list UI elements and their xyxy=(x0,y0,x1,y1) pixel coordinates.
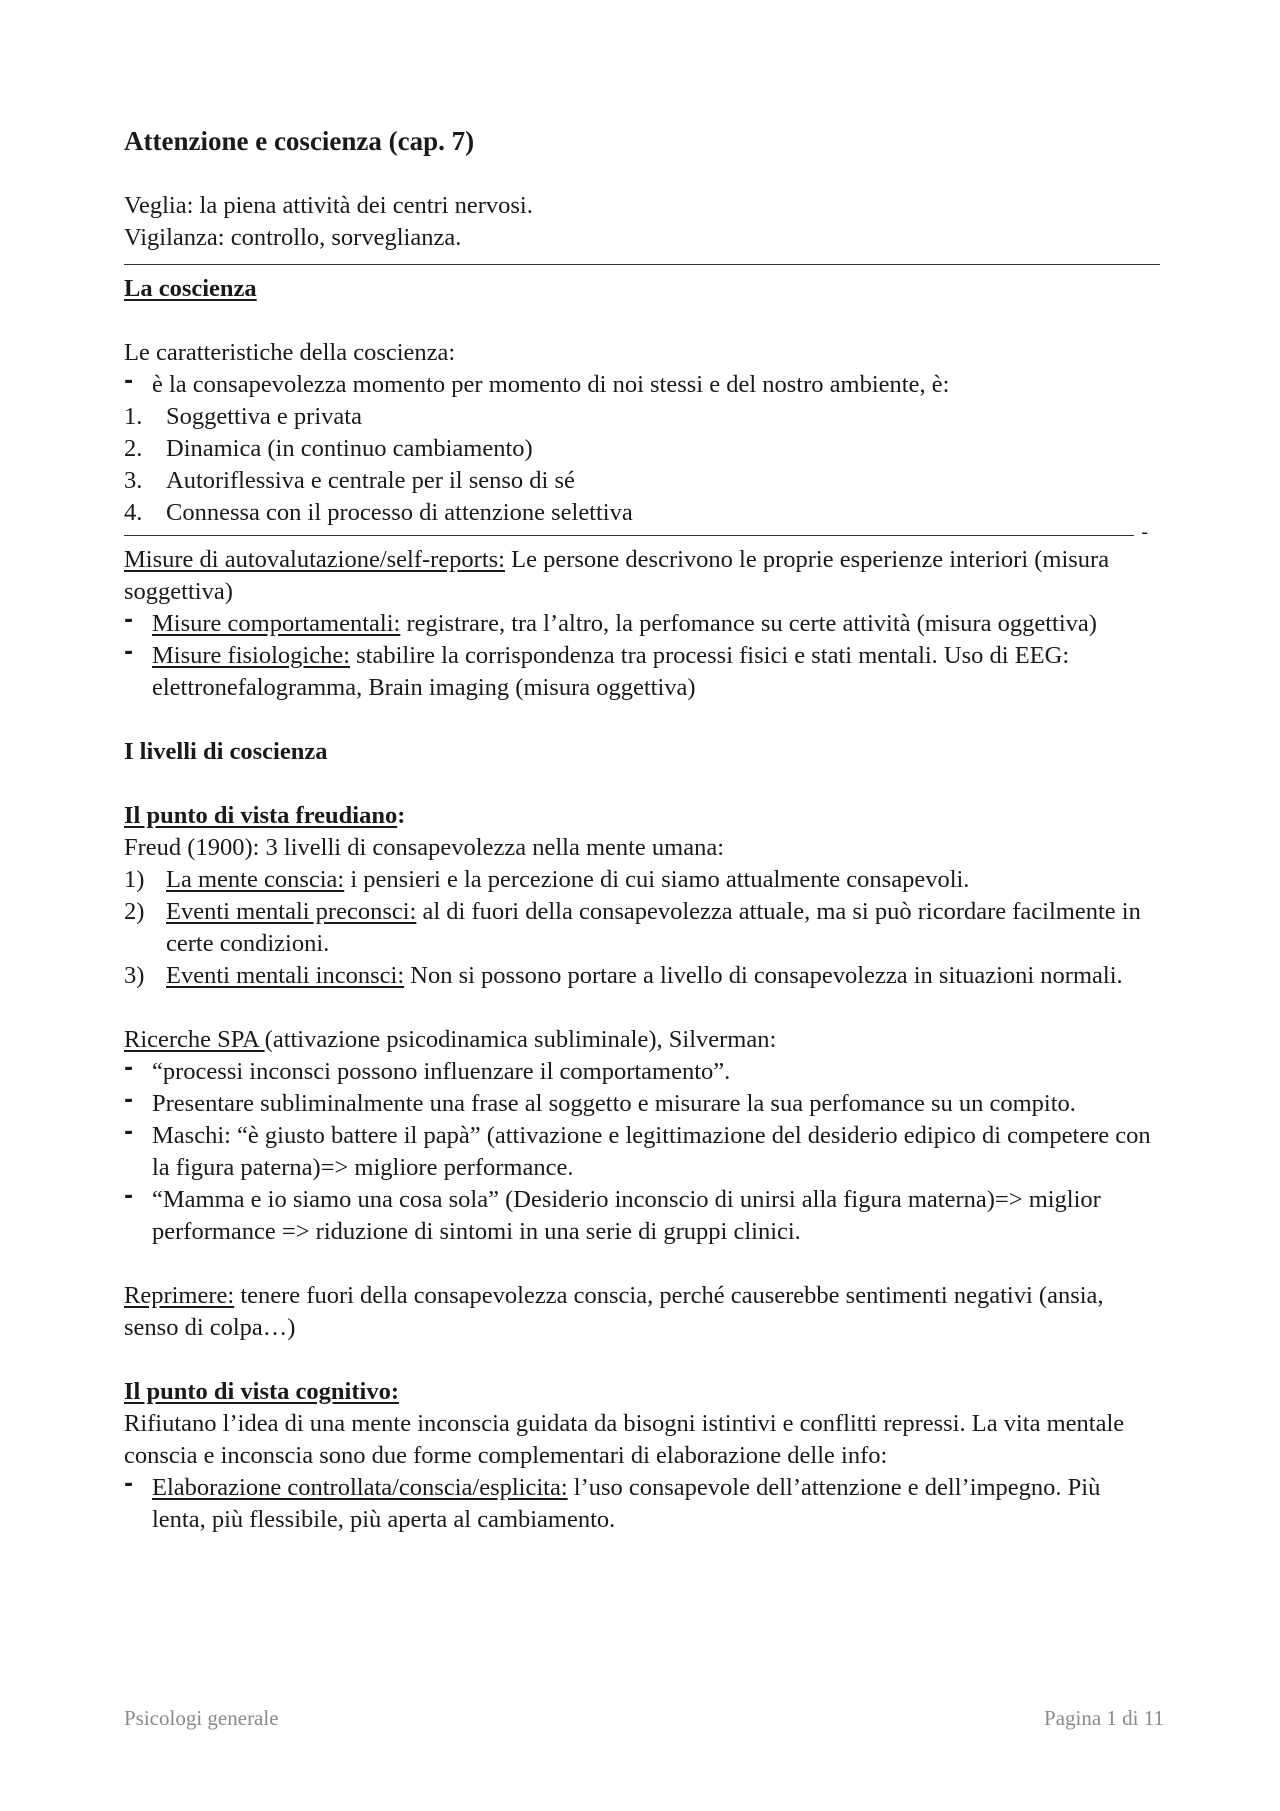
list-item-text: al di fuori della consapevolezza attuale, ma si può ricordare facilmente in certe condizioni. xyxy=(166,898,1141,957)
list-item: - Maschi: “è giusto battere il papà” (attivazione e legittimazione del desiderio edipico di competere con la figura paterna)=> migliore performance. xyxy=(124,1120,1160,1184)
list-item-text: i pensieri e la percezione di cui siamo attualmente consapevoli. xyxy=(344,866,970,893)
list-number: 3. xyxy=(124,467,143,494)
spacer xyxy=(124,305,1160,337)
footer-page-number: Pagina 1 di 11 xyxy=(1044,1706,1164,1730)
list-item xyxy=(124,608,1160,640)
spacer xyxy=(124,768,1160,800)
caratteristiche-intro: Le caratteristiche della coscienza: xyxy=(124,339,456,366)
list-number: 4. xyxy=(124,499,143,526)
document-title: Attenzione e coscienza (cap. 7) xyxy=(124,126,475,156)
list-item xyxy=(124,640,1160,704)
list-item xyxy=(124,960,1160,992)
spacer xyxy=(124,1344,1160,1376)
list-item-text: stabilire la corrispondenza tra processi fisici e stati mentali. Uso di EEG: elettronefalogramma, Brain imaging (misura oggettiva) xyxy=(152,642,1070,701)
intro-line-vigilanza: Vigilanza: controllo, sorveglianza. xyxy=(124,224,462,251)
subheading-text: Il punto di vista freudiano xyxy=(124,802,398,829)
list-number: 2. xyxy=(124,435,143,462)
section-heading-coscienza: La coscienza xyxy=(124,275,257,302)
list-number: 1. xyxy=(124,403,143,430)
list-item: - “processi inconsci possono influenzare il comportamento”. xyxy=(124,1056,1160,1088)
list-number: 3) xyxy=(124,962,145,989)
list-item-text: Soggettiva e privata xyxy=(166,403,362,430)
term-misure-comportamentali: Misure comportamentali: xyxy=(152,610,401,637)
term-mente-conscia: La mente conscia: xyxy=(166,866,345,893)
list-item xyxy=(124,896,1160,960)
list-number: 2) xyxy=(124,898,145,925)
horizontal-rule xyxy=(124,521,1148,543)
list-item xyxy=(124,369,1160,401)
subheading-colon: : xyxy=(397,802,406,829)
paragraph-text: Le persone descrivono le proprie esperienze interiori (misura soggettiva) xyxy=(124,546,1110,605)
footer-course-name: Psicologi generale xyxy=(124,1706,279,1730)
intro-line-veglia: Veglia: la piena attività dei centri nervosi. xyxy=(124,192,533,219)
cognitivo-list xyxy=(124,1472,1160,1536)
list-item: - “Mamma e io siamo una cosa sola” (Desiderio inconscio di unirsi alla figura materna)=> miglior performance => riduzione di sintomi in una serie di gruppi clinici. xyxy=(124,1184,1160,1248)
paragraph-text: tenere fuori della consapevolezza conscia, perché causerebbe sentimenti negativi (ansia, senso di colpa…) xyxy=(124,1282,1104,1341)
freud-list xyxy=(124,864,1160,992)
term-misure-autovalutazione: Misure di autovalutazione/self-reports: xyxy=(124,546,505,573)
term-ricerche-spa: Ricerche SPA xyxy=(124,1026,265,1053)
list-item xyxy=(124,465,1160,497)
list-item xyxy=(124,1472,1160,1536)
horizontal-rule xyxy=(124,264,1160,265)
term-preconsci: Eventi mentali preconsci: xyxy=(166,898,417,925)
list-item-text: Autoriflessiva e centrale per il senso di sé xyxy=(166,467,575,494)
subheading-freudiano xyxy=(124,800,1160,832)
misure-list xyxy=(124,608,1160,704)
term-elaborazione-controllata: Elaborazione controllata/conscia/esplicita: xyxy=(152,1474,568,1501)
list-number: 1) xyxy=(124,866,145,893)
list-item-text: Non si possono portare a livello di consapevolezza in situazioni normali. xyxy=(404,962,1123,989)
term-reprimere: Reprimere: xyxy=(124,1282,235,1309)
caratteristiche-numbered-list xyxy=(124,401,1160,529)
page-content xyxy=(124,124,1160,1536)
spa-list xyxy=(124,1056,1160,1248)
subheading-cognitivo: Il punto di vista cognitivo: xyxy=(124,1378,399,1405)
spacer xyxy=(124,992,1160,1024)
list-item-text: l’uso consapevole dell’attenzione e dell’impegno. Più lenta, più flessibile, più aperta al cambiamento. xyxy=(152,1474,1101,1533)
reprimere-paragraph xyxy=(124,1280,1160,1344)
list-item xyxy=(124,497,1160,529)
term-inconsci: Eventi mentali inconsci: xyxy=(166,962,405,989)
list-item: - Presentare subliminalmente una frase al soggetto e misurare la sua perfomance su un compito. xyxy=(124,1088,1160,1120)
section-heading-livelli: I livelli di coscienza xyxy=(124,738,328,765)
spacer xyxy=(124,1248,1160,1280)
rule-tail: - xyxy=(1141,521,1148,543)
cognitivo-paragraph: Rifiutano l’idea di una mente inconscia guidata da bisogni istintivi e conflitti repressi. La vita mentale conscia e inconscia sono due forme complementari di elaborazione delle info: xyxy=(124,1410,1125,1469)
term-misure-fisiologiche: Misure fisiologiche: xyxy=(152,642,351,669)
list-item xyxy=(124,864,1160,896)
list-item-text: è la consapevolezza momento per momento di noi stessi e del nostro ambiente, è: xyxy=(152,371,950,398)
misure-paragraph xyxy=(124,544,1160,608)
paragraph-text: (attivazione psicodinamica subliminale), Silverman: xyxy=(264,1026,777,1053)
list-item-text: registrare, tra l’altro, la perfomance su certe attività (misura oggettiva) xyxy=(400,610,1097,637)
spa-paragraph xyxy=(124,1024,1160,1056)
list-item-text: Connessa con il processo di attenzione selettiva xyxy=(166,499,633,526)
caratteristiche-dash-list xyxy=(124,369,1160,401)
page-footer xyxy=(124,1702,1164,1734)
list-item xyxy=(124,401,1160,433)
list-item xyxy=(124,433,1160,465)
list-item-text: Dinamica (in continuo cambiamento) xyxy=(166,435,533,462)
spacer xyxy=(124,704,1160,736)
freud-intro: Freud (1900): 3 livelli di consapevolezza nella mente umana: xyxy=(124,834,725,861)
